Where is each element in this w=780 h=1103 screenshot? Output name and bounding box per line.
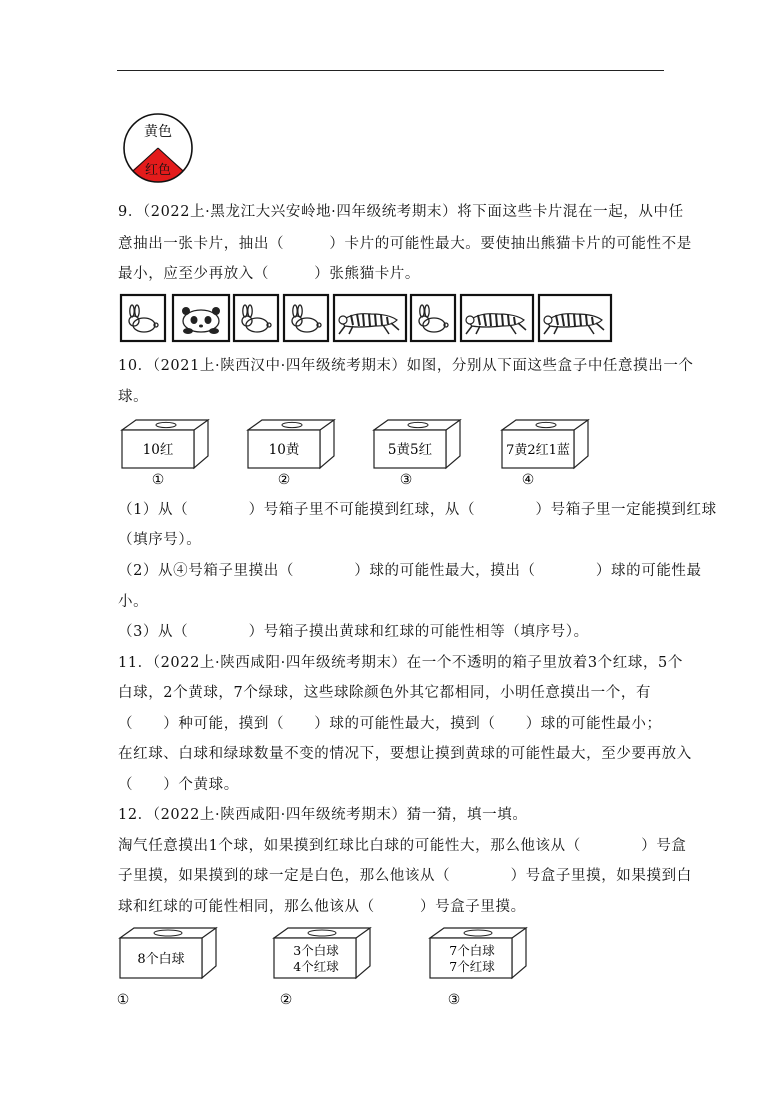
animal-cards xyxy=(118,292,618,344)
ball-box-1 xyxy=(117,928,216,1008)
q11-line-2: 白球，2个黄球，7个绿球，这些球除颜色外其它都相同，小明任意摸出一个，有 xyxy=(118,685,652,701)
color-spinner xyxy=(120,112,196,184)
tiger-card xyxy=(461,295,533,341)
q9-line-3: 最小，应至少再放入（ ）张熊猫卡片。 xyxy=(118,266,420,282)
panda-card xyxy=(173,295,229,341)
rabbit-card xyxy=(284,295,328,341)
box-number: ④ xyxy=(521,472,535,488)
box-number: ② xyxy=(277,472,291,488)
box-label-line-1: 3个白球 xyxy=(293,943,339,958)
q10-line-2: 球。 xyxy=(118,389,149,405)
box-label-line-2: 4个红球 xyxy=(293,959,339,974)
rabbit-card xyxy=(234,295,278,341)
q12-boxes xyxy=(112,924,532,1010)
box-number: ② xyxy=(279,992,293,1008)
ball-box-3 xyxy=(374,420,460,488)
q12-line-4: 球和红球的可能性相同，那么他该从（ ）号盒子里摸。 xyxy=(118,899,526,915)
box-label: 5黄5红 xyxy=(387,442,433,458)
box-label: 10红 xyxy=(142,442,174,458)
q11-line-5: （ ）个黄球。 xyxy=(118,777,239,793)
q12-line-3: 子里摸，如果摸到的球一定是白色，那么他该从（ ）号盒子里摸，如果摸到白 xyxy=(118,868,692,884)
q9-line-1: 9．（2022上·黑龙江大兴安岭地·四年级统考期末）将下面这些卡片混在一起，从中任 xyxy=(118,204,684,220)
pie-top-label: 黄色 xyxy=(144,124,172,140)
panda-icon xyxy=(182,307,220,334)
q10-sub-2b: 小。 xyxy=(118,594,149,610)
box-number: ③ xyxy=(447,992,461,1008)
q9-line-2: 意抽出一张卡片，抽出（ ）卡片的可能性最大。要使抽出熊猫卡片的可能性不是 xyxy=(118,236,692,252)
q11-line-3: （ ）种可能，摸到（ ）球的可能性最大，摸到（ ）球的可能性最小； xyxy=(118,716,662,732)
box-label-line-2: 7个红球 xyxy=(449,959,495,974)
rabbit-card xyxy=(411,295,455,341)
q11-line-4: 在红球、白球和绿球数量不变的情况下，要想让摸到黄球的可能性最大，至少要再放入 xyxy=(118,746,692,762)
ball-box-1 xyxy=(122,420,208,488)
box-label: 10黄 xyxy=(268,442,300,458)
tiger-card xyxy=(334,295,406,341)
q10-sub-1a: （1）从（ ）号箱子里不可能摸到红球，从（ ）号箱子里一定能摸到红球 xyxy=(118,502,717,518)
ball-box-2 xyxy=(248,420,334,488)
q10-sub-2a: （2）从④号箱子里摸出（ ）球的可能性最大，摸出（ ）球的可能性最 xyxy=(118,563,702,579)
header-rule xyxy=(117,70,664,71)
box-number: ① xyxy=(151,472,165,488)
box-label-line-1: 7个白球 xyxy=(449,943,495,958)
q10-sub-3: （3）从（ ）号箱子摸出黄球和红球的可能性相等（填序号）。 xyxy=(118,624,589,640)
box-number: ③ xyxy=(399,472,413,488)
box-label-line-1: 8个白球 xyxy=(137,952,185,967)
pie-bottom-label: 红色 xyxy=(144,163,172,178)
ball-box-4 xyxy=(502,420,588,488)
tiger-card xyxy=(539,295,611,341)
q10-line-1: 10．（2021上·陕西汉中·四年级统考期末）如图，分别从下面这些盒子中任意摸出一个 xyxy=(118,358,694,374)
q10-sub-1b: （填序号）。 xyxy=(118,532,202,548)
box-label: 7黄2红1蓝 xyxy=(506,443,570,458)
q12-line-1: 12．（2022上·陕西咸阳·四年级统考期末）猜一猜，填一填。 xyxy=(118,807,528,823)
q11-line-1: 11．（2022上·陕西咸阳·四年级统考期末）在一个不透明的箱子里放着3个红球，5个 xyxy=(118,655,683,671)
box-number: ① xyxy=(116,992,130,1008)
q10-boxes xyxy=(118,416,598,488)
rabbit-card xyxy=(121,295,165,341)
ball-box-2 xyxy=(274,928,370,1008)
q12-line-2: 淘气任意摸出1个球，如果摸到红球比白球的可能性大，那么他该从（ ）号盒 xyxy=(118,838,687,854)
ball-box-3 xyxy=(430,928,526,1008)
